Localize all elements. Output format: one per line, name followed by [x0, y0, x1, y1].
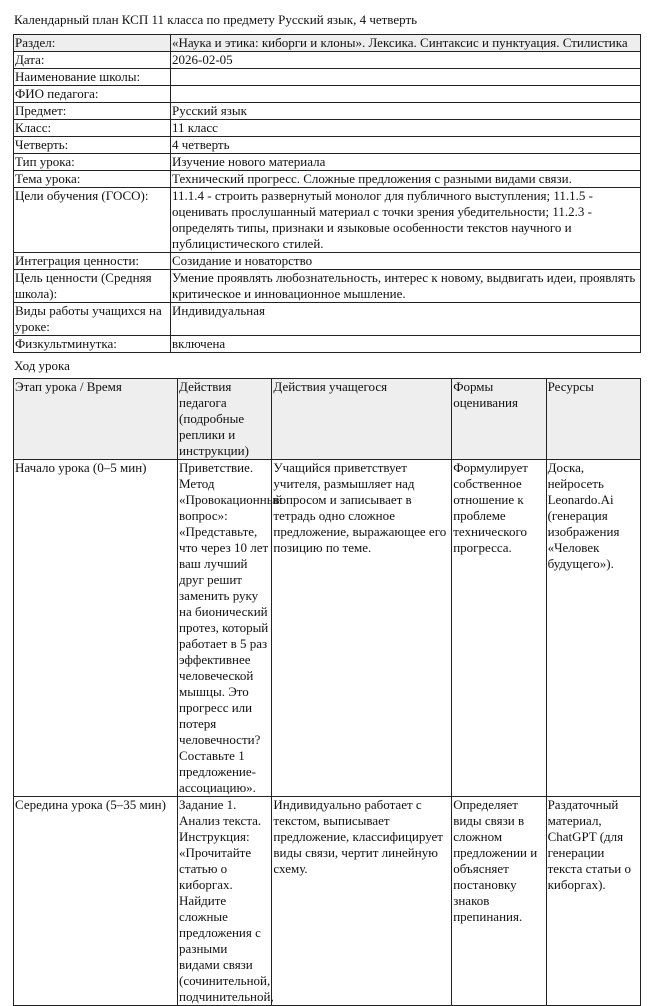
- column-header-student: Действия учащегося: [272, 379, 452, 460]
- info-label: ФИО педагога:: [14, 86, 171, 103]
- info-value: [171, 69, 641, 86]
- info-row-quarter: [14, 137, 641, 154]
- info-row-school: [14, 69, 641, 86]
- info-value: Изучение нового материала: [171, 154, 641, 171]
- assessment-cell: Определяет виды связи в сложном предложении и объясняет постановку знаков препинания.: [452, 797, 546, 1006]
- lesson-flow-heading: Ход урока: [14, 358, 70, 373]
- info-row-class: [14, 120, 641, 137]
- column-header-assessment: Формы оценивания: [452, 379, 546, 460]
- info-value: Русский язык: [171, 103, 641, 120]
- info-row-lesson-type: [14, 154, 641, 171]
- info-value: Умение проявлять любознательность, интерес к новому, выдвигать идеи, проявлять критическое и инновационное мышление.: [171, 270, 641, 303]
- info-row-exercise-break: [14, 336, 641, 353]
- table-row: [14, 460, 641, 797]
- info-row-teacher: [14, 86, 641, 103]
- resources-cell: Раздаточный материал, ChatGPT (для генерации текста статьи о киборгах).: [546, 797, 640, 1006]
- flow-header-row: [14, 379, 641, 460]
- info-value: 4 четверть: [171, 137, 641, 154]
- stage-cell: Середина урока (5–35 мин): [14, 797, 178, 1006]
- info-label: Предмет:: [14, 103, 171, 120]
- info-value: «Наука и этика: киборги и клоны». Лексика. Синтаксис и пунктуация. Стилистика: [171, 35, 641, 52]
- column-header-teacher: Действия педагога (подробные реплики и инструкции): [178, 379, 272, 460]
- info-value: включена: [171, 336, 641, 353]
- info-value: 11 класс: [171, 120, 641, 137]
- info-value: 2026-02-05: [171, 52, 641, 69]
- teacher-actions-cell: Задание 1. Анализ текста. Инструкция: «Прочитайте статью о киборгах. Найдите сложные предложения с разными видами связи (сочинительной, подчинительной,: [179, 797, 274, 1004]
- lesson-info-table: [13, 34, 641, 353]
- info-label: Тема урока:: [14, 171, 171, 188]
- lesson-flow-table: [13, 378, 641, 1006]
- info-label: Физкультминутка:: [14, 336, 171, 353]
- info-row-topic: [14, 171, 641, 188]
- column-header-stage: Этап урока / Время: [14, 379, 178, 460]
- info-row-value-goal: [14, 270, 641, 303]
- info-label: Цели обучения (ГОСО):: [14, 188, 171, 253]
- info-label: Четверть:: [14, 137, 171, 154]
- info-value: [171, 86, 641, 103]
- column-header-resources: Ресурсы: [546, 379, 640, 460]
- document-title: Календарный план КСП 11 класса по предмету Русский язык, 4 четверть: [14, 12, 418, 27]
- info-value: Технический прогресс. Сложные предложения с разными видами связи.: [171, 171, 641, 188]
- info-label: Тип урока:: [14, 154, 171, 171]
- info-value: Индивидуальная: [171, 303, 641, 336]
- info-label: Дата:: [14, 52, 171, 69]
- info-label: Цель ценности (Средняя школа):: [14, 270, 171, 303]
- info-label: Раздел:: [14, 35, 171, 52]
- table-row: [14, 797, 641, 1006]
- resources-cell: Доска, нейросеть Leonardo.Ai (генерация изображения «Человек будущего»).: [546, 460, 640, 797]
- info-row-value-integration: [14, 253, 641, 270]
- teacher-actions-cell: Приветствие. Метод «Провокационный вопрос»: «Представьте, что через 10 лет ваш лучший друг решит заменить руку на бионический протез, который работает в 5 раз эффективнее человеческой мышцы. Это прогресс или потеря человечности? Составьте 1 предложение-ассоциацию».: [179, 460, 283, 795]
- info-label: Класс:: [14, 120, 171, 137]
- info-row-date: [14, 52, 641, 69]
- student-actions-cell: Индивидуально работает с текстом, выписывает предложение, классифицирует виды связи, чертит линейную схему.: [272, 797, 452, 1006]
- info-label: Наименование школы:: [14, 69, 171, 86]
- info-value: 11.1.4 - строить развернутый монолог для публичного выступления; 11.1.5 - оценивать прослушанный материал с точки зрения убедительности; 11.2.3 - определять типы, признаки и языковые особенности текстов научного и публицистического стилей.: [171, 188, 641, 253]
- assessment-cell: Формулирует собственное отношение к проблеме технического прогресса.: [452, 460, 546, 797]
- info-row-objectives: [14, 188, 641, 253]
- info-value: Созидание и новаторство: [171, 253, 641, 270]
- info-row-section: [14, 35, 641, 52]
- info-row-subject: [14, 103, 641, 120]
- info-label: Виды работы учащихся на уроке:: [14, 303, 171, 336]
- info-row-work-types: [14, 303, 641, 336]
- info-label: Интеграция ценности:: [14, 253, 171, 270]
- student-actions-cell: Учащийся приветствует учителя, размышляет над вопросом и записывает в тетрадь одно сложное предложение, выражающее его позицию по теме.: [272, 460, 452, 797]
- stage-cell: Начало урока (0–5 мин): [14, 460, 178, 797]
